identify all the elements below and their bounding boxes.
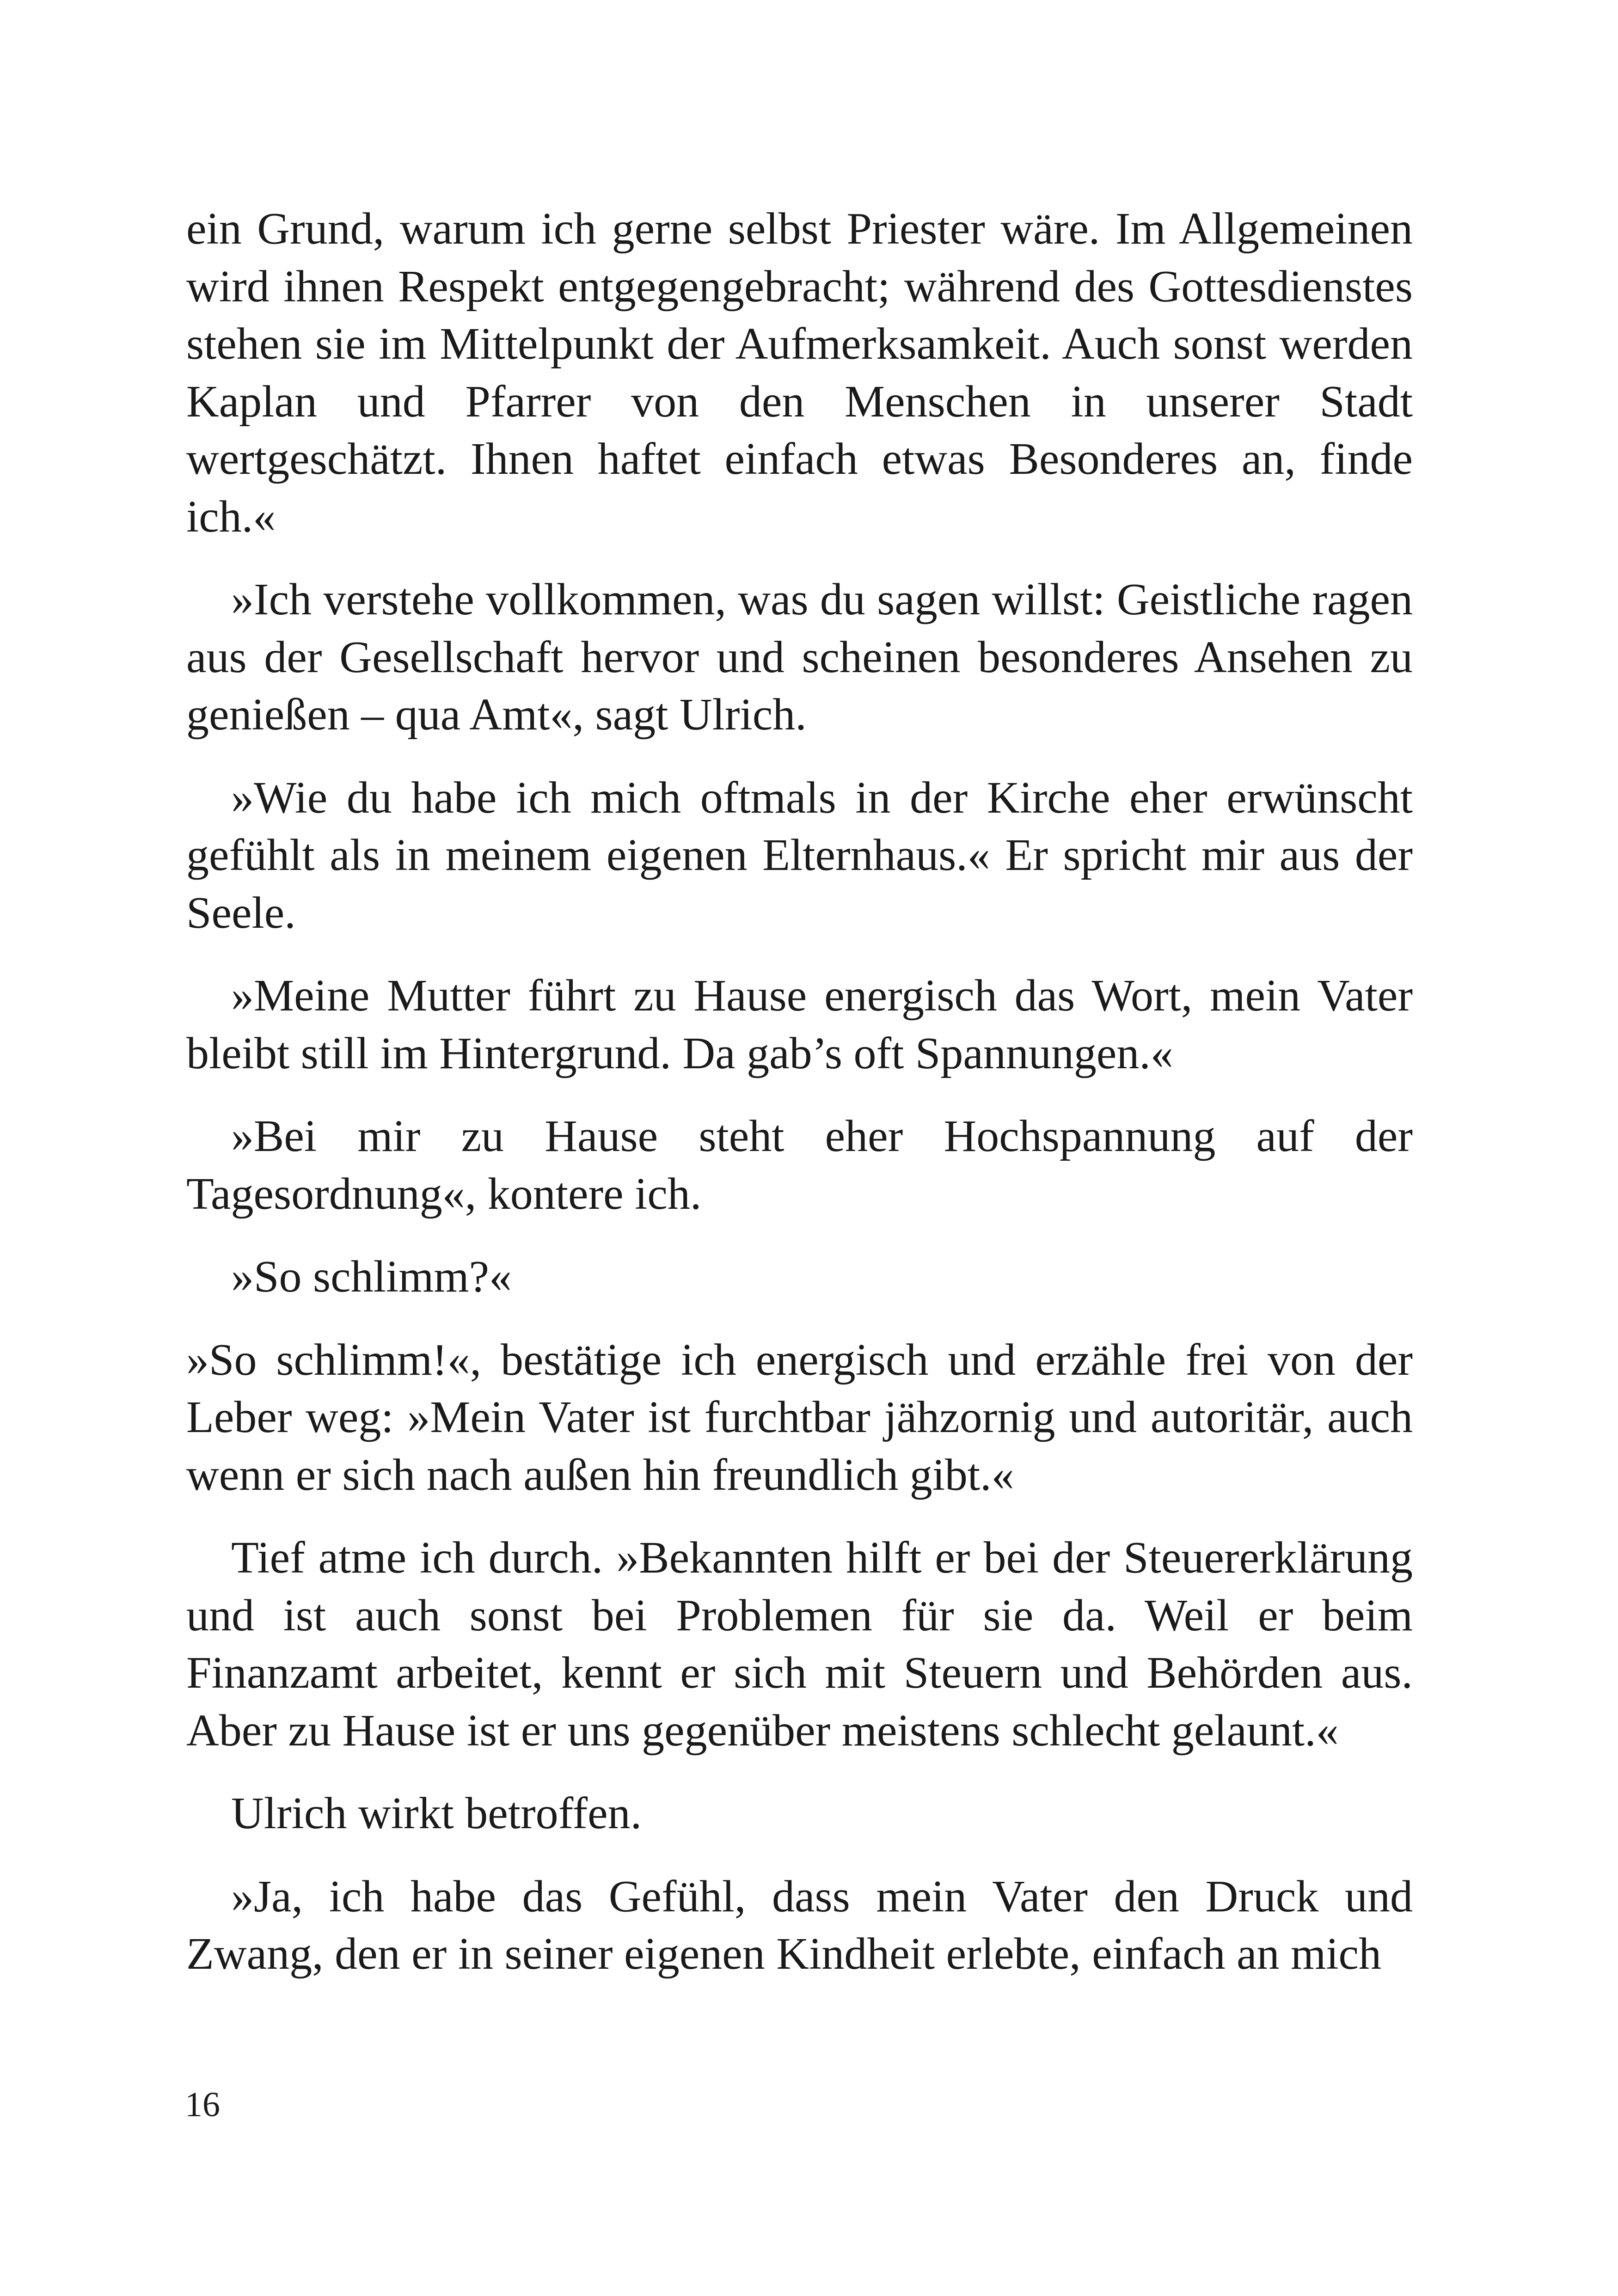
paragraph: »Meine Mutter führt zu Hause energisch das Wort, mein Vater bleibt still im Hintergrund. Da gab’s oft Spannungen.«: [186, 971, 1413, 1078]
page-number: 16: [185, 2085, 220, 2124]
paragraph: Tief atme ich durch. »Bekannten hilft er bei der Steuererklärung und ist auch sonst bei Problemen für sie da. Weil er beim Finanzamt arbeitet, kennt er sich mit Steuern und Behörden aus. Aber zu Hause ist er uns gegenüber meistens schlecht gelaunt.«: [186, 1533, 1413, 1756]
paragraph: »Ich verstehe vollkommen, was du sagen willst: Geistliche ragen aus der Gesellschaft hervor und scheinen besonderes Ansehen zu genießen – qua Amt«, sagt Ulrich.: [186, 575, 1413, 740]
body-text: [186, 200, 1413, 1983]
paragraph: »Ja, ich habe das Gefühl, dass mein Vater den Druck und Zwang, den er in seiner eigenen Kindheit erlebte, einfach an mich: [186, 1871, 1413, 1979]
paragraph: »Bei mir zu Hause steht eher Hochspannung auf der Tagesordnung«, kontere ich.: [186, 1111, 1413, 1219]
paragraph: ein Grund, warum ich gerne selbst Priester wäre. Im Allgemeinen wird ihnen Respekt entgegengebracht; während des Gottesdienstes stehen sie im Mittelpunkt der Aufmerksamkeit. Auch sonst werden Kaplan und Pfarrer von den Menschen in unserer Stadt wertgeschätzt. Ihnen haftet einfach etwas Besonderes an, finde ich.«: [186, 204, 1413, 542]
paragraph: »So schlimm?«: [231, 1252, 512, 1302]
paragraph: Ulrich wirkt betroffen.: [231, 1788, 642, 1838]
paragraph: »Wie du habe ich mich oftmals in der Kirche eher erwünscht gefühlt als in meinem eigenen Elternhaus.« Er spricht mir aus der Seele.: [186, 772, 1413, 938]
paragraph: »So schlimm!«, bestätige ich energisch und erzähle frei von der Leber weg: »Mein Vater ist furchtbar jähzornig und autoritär, auch wenn er sich nach außen hin freundlich gibt.«: [186, 1335, 1413, 1500]
